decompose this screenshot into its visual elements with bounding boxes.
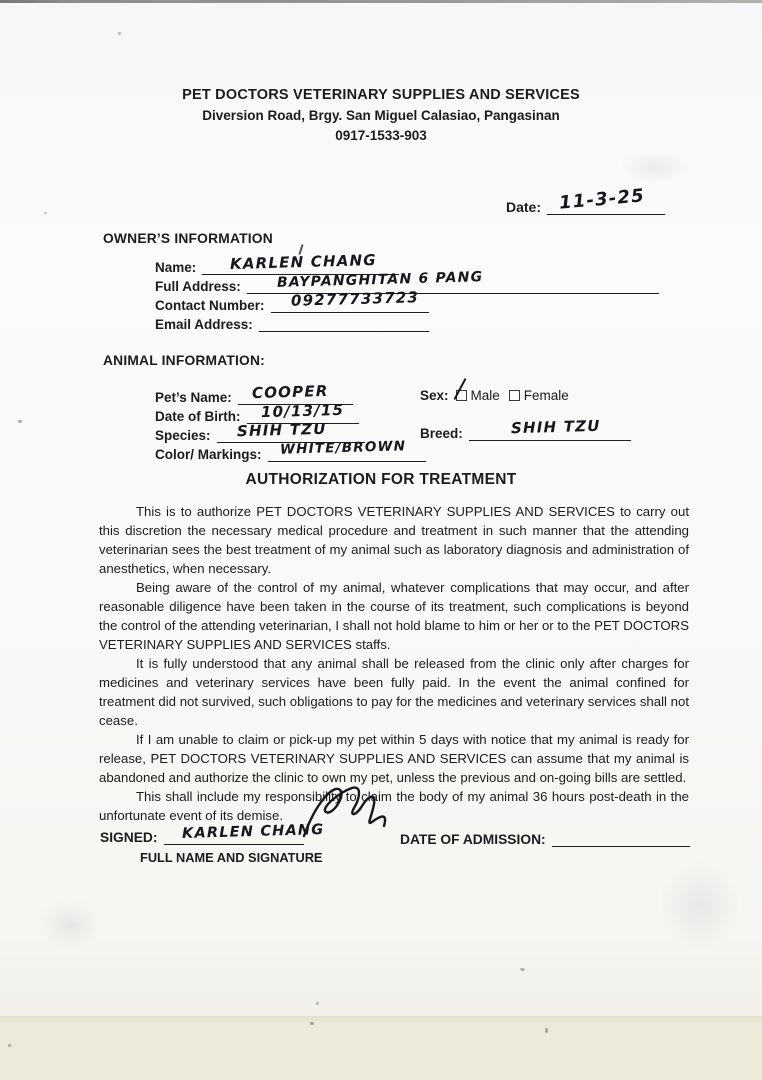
breed-field bbox=[420, 416, 631, 441]
admission-date-field bbox=[400, 830, 690, 847]
owner-contact-handwritten: 09277733723 bbox=[290, 288, 419, 310]
owner-address-handwritten: BAYPANGHITAN 6 PANG bbox=[276, 269, 484, 291]
signed-line bbox=[164, 822, 325, 845]
owner-section-title: OWNER’S INFORMATION bbox=[103, 231, 273, 246]
authorization-paragraph: Being aware of the control of my animal, whatever complications that may occur, and after reasonable diligence have been taken in the course of its treatment, such complications is beyond the control of the attending veterinarian, I shall not hold blame to him or her or to the PET DOCTORS VETERINARY SUPPLIES AND SERVICES staffs. bbox=[99, 580, 689, 652]
clinic-name: PET DOCTORS VETERINARY SUPPLIES AND SERVICES bbox=[182, 87, 580, 103]
authorization-title: AUTHORIZATION FOR TREATMENT bbox=[245, 471, 517, 488]
date-handwritten-value: 11-3-25 bbox=[558, 185, 646, 214]
owner-contact-field bbox=[155, 288, 429, 313]
clinic-address: Diversion Road, Brgy. San Miguel Calasiao, Pangasinan bbox=[202, 108, 560, 123]
pet-species-handwritten: SHIH TZU bbox=[236, 419, 327, 441]
pet-color-field bbox=[155, 438, 426, 462]
admission-date-line bbox=[552, 830, 690, 847]
male-option-label: Male bbox=[470, 388, 500, 403]
date-line bbox=[547, 185, 665, 215]
scan-speck bbox=[520, 968, 526, 972]
pet-name-handwritten: COOPER bbox=[251, 381, 329, 403]
owner-name-label: Name: bbox=[155, 260, 197, 275]
signed-label: SIGNED: bbox=[100, 830, 158, 845]
pet-color-line bbox=[268, 438, 426, 462]
date-label: Date: bbox=[506, 199, 542, 215]
scan-speck bbox=[44, 212, 47, 214]
male-check-mark bbox=[453, 378, 466, 400]
scan-smudge bbox=[620, 150, 690, 184]
pet-dob-handwritten: 10/13/15 bbox=[260, 400, 344, 422]
admission-date-label: DATE OF ADMISSION: bbox=[400, 832, 546, 847]
authorization-paragraph: This is to authorize PET DOCTORS VETERINARY SUPPLIES AND SERVICES to carry out this discretion the necessary medical procedure and treatment in such manner that the attending veterinarian sees the best treatment of my animal such as laboratory diagnosis and administration of anesthetics, when necessary. bbox=[99, 504, 689, 576]
date-field bbox=[506, 185, 665, 215]
owner-address-label: Full Address: bbox=[155, 279, 241, 294]
breed-line bbox=[469, 416, 631, 441]
authorization-paragraph: It is fully understood that any animal shall be released from the clinic only after charges for medicines and veterinary services have been fully paid. In the event the animal confined for treatment did not survived, such obligations to pay for the medicines and veterinary services shall not cease. bbox=[99, 656, 689, 728]
owner-contact-label: Contact Number: bbox=[155, 298, 265, 313]
scan-speck bbox=[316, 1002, 319, 1005]
clinic-phone: 0917-1533-903 bbox=[335, 128, 427, 143]
authorization-body bbox=[99, 502, 689, 825]
pet-color-handwritten: WHITE/BROWN bbox=[279, 438, 406, 458]
signed-field bbox=[100, 822, 325, 845]
owner-email-label: Email Address: bbox=[155, 317, 253, 332]
scan-speck bbox=[310, 1022, 314, 1025]
authorization-paragraph: If I am unable to claim or pick-up my pet within 5 days with notice that my animal is ready for release, PET DOCTORS VETERINARY SUPPLIES AND SERVICES can assume that my animal is abandoned and authorize the clinic to own my pet, unless the previous and on-going bills are settled. bbox=[99, 732, 689, 785]
pet-name-label: Pet’s Name: bbox=[155, 390, 232, 405]
scan-speck bbox=[118, 32, 121, 35]
owner-email-line bbox=[259, 315, 429, 332]
animal-section-title: ANIMAL INFORMATION: bbox=[103, 353, 265, 368]
female-option-label: Female bbox=[523, 388, 569, 403]
owner-name-handwritten: KARLEN CHANG bbox=[230, 250, 378, 274]
breed-handwritten: SHIH TZU bbox=[510, 416, 601, 438]
sex-field bbox=[420, 388, 569, 403]
scan-smudge bbox=[40, 900, 100, 950]
male-checkbox bbox=[456, 390, 467, 401]
clinic-header bbox=[0, 87, 762, 143]
signature-handwritten-name: KARLEN CHANG bbox=[181, 822, 325, 842]
pet-color-label: Color/ Markings: bbox=[155, 447, 262, 462]
signature-caption: FULL NAME AND SIGNATURE bbox=[140, 850, 323, 865]
scan-speck bbox=[18, 420, 22, 423]
scan-edge-shadow bbox=[0, 0, 762, 3]
scan-speck bbox=[8, 1044, 11, 1047]
scan-smudge bbox=[660, 860, 740, 950]
authorization-paragraph: This shall include my responsibility to claim the body of my animal 36 hours post-death in the unfortunate event of its demise. bbox=[99, 789, 689, 823]
female-checkbox bbox=[509, 390, 520, 401]
owner-email-field bbox=[155, 315, 429, 332]
scanner-background bbox=[0, 1016, 762, 1080]
pet-dob-label: Date of Birth: bbox=[155, 409, 241, 424]
sex-label: Sex: bbox=[420, 388, 449, 403]
breed-label: Breed: bbox=[420, 426, 463, 441]
owner-contact-line bbox=[271, 288, 429, 313]
pet-species-label: Species: bbox=[155, 428, 211, 443]
scan-speck bbox=[545, 1028, 548, 1033]
